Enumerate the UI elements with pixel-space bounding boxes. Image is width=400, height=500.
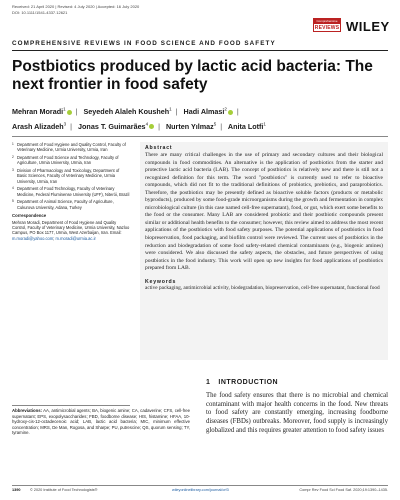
affiliations-column bbox=[12, 142, 130, 241]
correspondence-address: Mehran Moradi, Department of Food Hygiene and Quality Control, Faculty of Veterinary Medicine, Urmia University, Nazloo Campus, PO Box 1177, Urmia, West Azerbaijan, Iran. bbox=[12, 219, 130, 236]
author-separator: | bbox=[220, 121, 223, 131]
author[interactable] bbox=[12, 122, 66, 131]
affiliation-text: Division of Pharmacology and Toxicology, Department of Basic Sciences, Faculty of Veterinary Medicine, Urmia University, Urmia, Iran bbox=[17, 168, 120, 184]
author-affiliation-ref: 1 bbox=[169, 107, 172, 112]
affiliation-number: 3 bbox=[12, 168, 14, 172]
author-name: Anita Lotfi bbox=[227, 121, 264, 131]
email-link[interactable]: m.moradi@yahoo.com bbox=[12, 235, 54, 241]
keywords-heading: Keywords bbox=[145, 278, 177, 285]
abstract-text: There are many critical challenges in the use of primary and secondary cultures and their biological compounds in food commodities. An alternative is the application of postbiotics from the starter and protective lactic acid bacteria (LAB). The concept of postbiotics is relatively new and there is still not a recognized definition for this term. The word "postbiotics" is currently used to refer to bioactive compounds, which did not fit to the traditional definitions of probiotics, prebiotics, and paraprobiotics. Therefore, the postbiotics may be presently defined as bioactive soluble factors (products or metabolic byproducts), produced by some food-grade microorganisms during the growth and fermentation in complex microbiological culture (in this case named cell-free supernatant), food, or gut, which exert some benefits to the food or the consumer. Many LAB are considered probiotic and their postbiotic compounds present similar or additional health benefits to the consumer; however, this review aimed to address the most recent applications of the postbiotics with food safety purposes. The potential applications of postbiotics in food biopreservation, food packaging, and biofilm control were reviewed. The current uses of postbiotics in the reduction and biodegradation of some food safety-related chemical contaminants (e.g., biogenic amines) were considered. We also discussed the safety aspects, the obstacles, and future perspectives of using postbiotics in the food industry. This work will open up new insights for food applications of postbiotics prepared from LAB. bbox=[145, 152, 383, 272]
affiliation-text: Department of Food Science and Technology, Faculty of Agriculture, Urmia University, Urmia, Iran bbox=[17, 155, 119, 166]
header-divider bbox=[12, 50, 388, 51]
author-affiliation-ref: 1 bbox=[263, 121, 266, 127]
affiliation-item bbox=[12, 199, 130, 210]
author-affiliation-ref: 1 bbox=[63, 107, 66, 112]
email-link[interactable]: m.moradi@urmia.ac.ir bbox=[55, 235, 96, 241]
affiliation-item bbox=[12, 186, 130, 197]
author[interactable] bbox=[166, 122, 216, 131]
author-separator: | bbox=[236, 107, 239, 117]
email-label: Email: bbox=[110, 230, 122, 236]
abstract-box bbox=[140, 142, 388, 360]
author-separator: | bbox=[70, 121, 73, 131]
journal-logo-top: Comprehensive bbox=[314, 19, 340, 24]
author-name: Nurten Yılmaz bbox=[165, 121, 214, 131]
author-name: Hadi Almasi bbox=[183, 107, 225, 117]
author[interactable] bbox=[78, 122, 154, 131]
orcid-icon[interactable] bbox=[228, 110, 233, 115]
publisher-logo: WILEY bbox=[346, 19, 390, 34]
abbreviations-text: AA, antimicrobial agents; BA, biogenic amine; CA, cadaverine; CFS, cell-free supernatant; EPS, exopolysaccharides; FBD, foodborne disease; HIS, histamine; HFAA, 10-hydroxy-cis-12-octadecenoic acid; LAB, lactic acid bacteria; MIC, minimum effective concentration; MRS, De Man, Rogosa, and Sharpe; PU, putrescine; QS, quorum sensing; TY, tyramine. bbox=[12, 408, 190, 436]
author-affiliation-ref: 4 bbox=[145, 121, 149, 127]
abbreviations-label: Abbreviations: bbox=[12, 408, 43, 413]
author-list bbox=[12, 104, 388, 133]
keywords-text: active packaging, antimicrobial activity, biodegradation, biopreservation, cell-free supernatant, functional food bbox=[145, 284, 380, 291]
author-affiliation-ref: 5 bbox=[213, 121, 217, 127]
section-heading bbox=[206, 379, 278, 386]
journal-logo-bottom: REVIEWS bbox=[314, 25, 340, 31]
correspondence-text: Mehran Moradi, Department of Food Hygiene and Quality Control, Faculty of Veterinary Medicine, Urmia University, Nazloo Campus, PO Box 1177, Urmia, West Azerbaijan, Iran. Email: m.moradi@yahoo.com; m.moradi@urmia.ac.ir bbox=[12, 219, 130, 241]
affiliation-number: 1 bbox=[12, 142, 14, 146]
section-title: INTRODUCTION bbox=[218, 379, 279, 386]
abbreviations-divider bbox=[12, 405, 130, 406]
orcid-icon[interactable] bbox=[67, 110, 72, 115]
author-separator: | bbox=[75, 107, 78, 117]
article-dates: Received: 21 April 2020 | Revised: 4 July 2020 | Accepted: 16 July 2020 bbox=[12, 4, 140, 9]
affiliation-item bbox=[12, 142, 130, 153]
copyright-text: © 2020 Institute of Food Technologists® bbox=[30, 488, 98, 492]
author-separator: | bbox=[175, 107, 178, 117]
author-name: Arash Alizadeh bbox=[12, 121, 64, 131]
journal-logo bbox=[313, 18, 341, 32]
authors-divider bbox=[12, 136, 388, 137]
article-title: Postbiotics produced by lactic acid bacteria: The next frontier in food safety bbox=[12, 58, 373, 93]
author-name: Mehran Moradi bbox=[12, 107, 64, 117]
affiliation-number: 4 bbox=[12, 186, 14, 191]
author[interactable] bbox=[228, 122, 266, 131]
journal-citation: Compr Rev Food Sci Food Saf. 2020;19:1390–1435. bbox=[299, 488, 388, 492]
affiliation-number: 2 bbox=[12, 155, 14, 159]
author-affiliation-ref: 3 bbox=[63, 121, 67, 127]
author[interactable] bbox=[84, 107, 172, 116]
author-name: Seyedeh Alaleh Kousheh bbox=[83, 107, 170, 117]
orcid-icon[interactable] bbox=[149, 124, 154, 129]
affiliation-item bbox=[12, 168, 130, 184]
author[interactable] bbox=[12, 107, 72, 116]
abstract-heading: Abstract bbox=[145, 145, 173, 151]
journal-banner: COMPREHENSIVE REVIEWS IN FOOD SCIENCE AND FOOD SAFETY bbox=[12, 40, 276, 47]
affiliation-number: 5 bbox=[12, 199, 14, 204]
doi-link[interactable]: DOI: 10.1111/1541-4337.12621 bbox=[12, 10, 68, 15]
page-number: 1390 bbox=[12, 488, 21, 492]
affiliation-text: Department of Food Technology, Faculty of Veterinary Medicine, Federal Fluminense University (UFF), Niterói, Brazil bbox=[17, 186, 130, 197]
footer-divider bbox=[12, 485, 388, 486]
affiliation-item bbox=[12, 155, 130, 166]
affiliation-text: Department of Animal Science, Faculty of Agriculture, Cukurova University, Adana, Turkey bbox=[17, 199, 114, 210]
author-separator: | bbox=[158, 121, 160, 131]
abbreviations-note bbox=[12, 408, 190, 436]
journal-website-link[interactable]: wileyonlinelibrary.com/journal/crf3 bbox=[172, 488, 229, 492]
correspondence-heading: Correspondence bbox=[12, 213, 47, 219]
section-number: 1 bbox=[206, 379, 211, 386]
affiliation-text: Department of Food Hygiene and Quality Control, Faculty of Veterinary Medicine, Urmia University, Urmia, Iran bbox=[17, 142, 126, 153]
introduction-text: The food safety ensures that there is no microbial and chemical contaminant with major health concerns in the food. New threats to food safety are constantly emerging, increasing foodborne diseases (FBDs) outbreaks. Moreover, food supply is increasingly globalized and this requires greater attention to food safety issues bbox=[206, 392, 388, 434]
author-affiliation-ref: 2 bbox=[224, 107, 227, 112]
author[interactable] bbox=[184, 107, 233, 116]
author-name: Jonas T. Guimarães bbox=[78, 121, 146, 131]
